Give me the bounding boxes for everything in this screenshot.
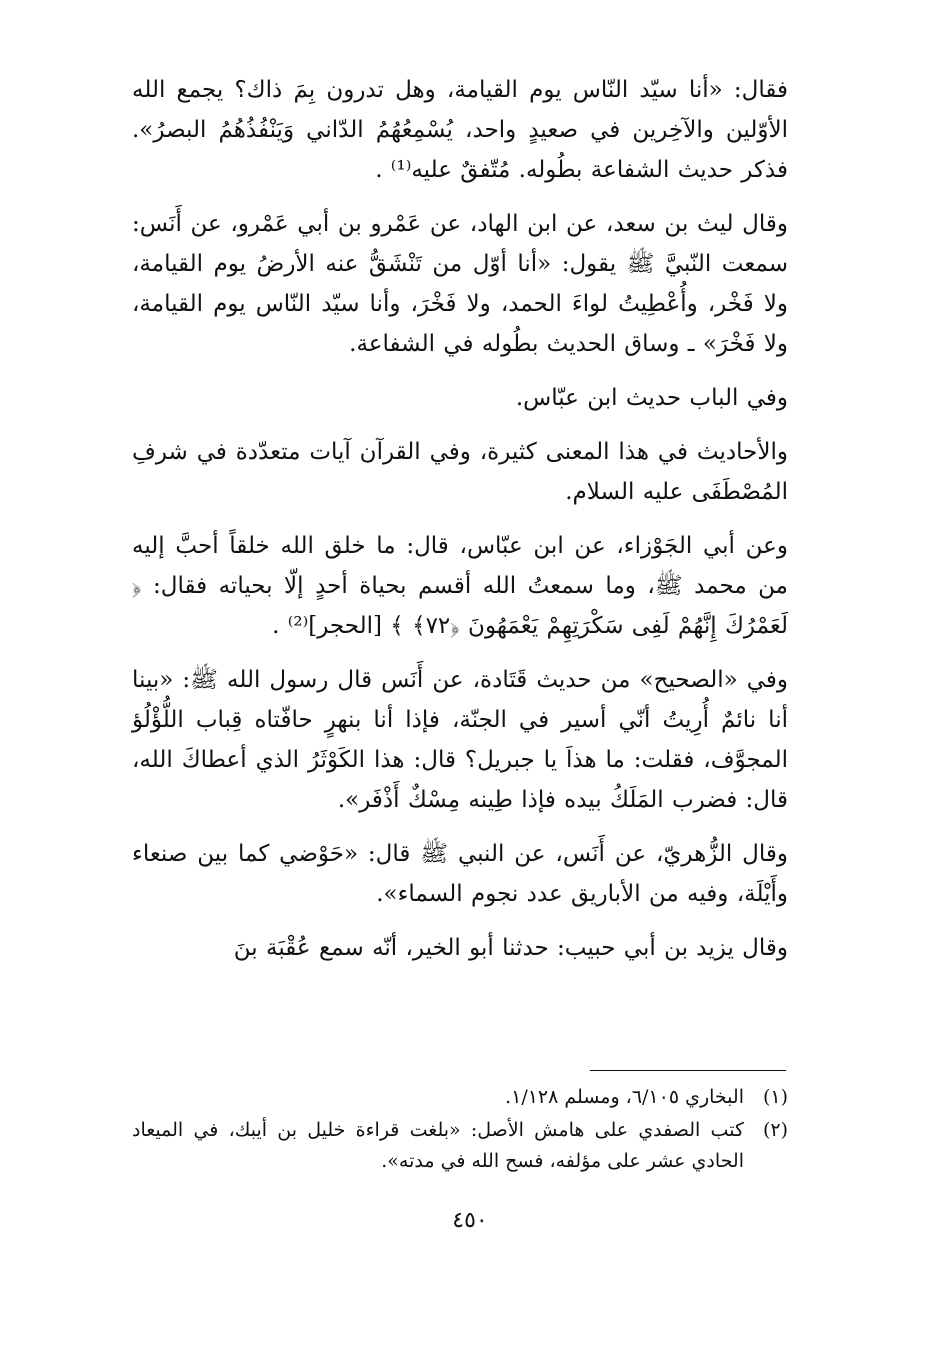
paragraph-4: والأحاديث في هذا المعنى كثيرة، وفي القرآن آيات متعدّدة في شرفِ المُصْطَفَى عليه السلام. — [132, 439, 788, 505]
footnote-1-text: البخاري ٦/١٠٥، ومسلم ١/١٢٨. — [505, 1086, 744, 1108]
footnote-1-number: (١) — [762, 1086, 788, 1108]
paragraph-7: وقال الزُّهريّ، عن أَنَس، عن النبي ﷺ قال: «حَوْضي كما بين صنعاء وأَيْلَة، وفيه من الأباريق عدد نجوم السماء». — [132, 841, 788, 907]
paragraph-5: وعن أبي الجَوْزاء، عن ابن عبّاس، قال: ما خلق الله خلقاً أحبَّ إليه من محمد ﷺ، وما سمعتُ الله أقسم بحياة أحدٍ إلّا بحياته فقال: ﴿ لَعَمْرُكَ إِنَّهُمْ لَفِى سَكْرَتِهِمْ يَعْمَهُونَ ﴿٧٢﴾ ﴾ [الحجر]⁽²⁾ . — [132, 533, 788, 639]
paragraph-8: وقال يزيد بن أبي حبيب: حدثنا أبو الخير، أنّه سمع عُقْبَة بنَ — [233, 935, 788, 961]
main-text-block — [132, 70, 788, 982]
paragraph-2: وقال ليث بن سعد، عن ابن الهاد، عن عَمْرو بن أبي عَمْرو، عن أَنَس: سمعت النّبيَّ ﷺ يقول: «أنا أوّل من تَنْشَقُّ عنه الأرضُ يوم القيامة، ولا فَخْر، وأُعْطِيتُ لواءَ الحمد، ولا فَخْرَ، وأنا سيّد النّاس يوم القيامة، ولا فَخْرَ» ـ وساق الحديث بطُوله في الشفاعة. — [132, 211, 788, 357]
paragraph-6: وفي «الصحيح» من حديث قَتَادة، عن أَنَس قال رسول الله ﷺ: «بينا أنا نائمٌ أُرِيتُ أنّي أسير في الجنّة، فإذا أنا بنهرٍ حافّتاه قِباب اللُّؤْلُؤ المجوَّف، فقلت: ما هذاَ يا جبريل؟ قال: هذا الكَوْثَرُ الذي أعطاكَ الله، قال: فضرب المَلَكُ بيده فإذا طِينه مِسْكٌ أَذْفَر». — [132, 667, 788, 813]
footnote-2-text: كتب الصفدي على هامش الأصل: «بلغت قراءة خليل بن أيبك، في الميعاد الحادي عشر على مؤلفه، فسح الله في مدته». — [132, 1119, 744, 1172]
footnote-1 — [132, 1082, 788, 1113]
page-number: ٤٥٠ — [452, 1208, 488, 1233]
footnote-2-number: (٢) — [762, 1119, 788, 1141]
footnote-divider — [590, 1070, 786, 1071]
footnotes-block — [132, 1082, 788, 1179]
paragraph-1: فقال: «أنا سيّد النّاس يوم القيامة، وهل تدرون بِمَ ذاك؟ يجمع الله الأوّلين والآخِرين في صعيدٍ واحد، يُسْمِعُهُمُ الدّاني وَيَنْفُذُهُمُ البصرُ». فذكر حديث الشفاعة بطُوله. مُتّفقٌ عليه⁽¹⁾ . — [132, 77, 788, 183]
footnote-2 — [132, 1115, 788, 1177]
paragraph-3: وفي الباب حديث ابن عبّاس. — [515, 385, 788, 411]
